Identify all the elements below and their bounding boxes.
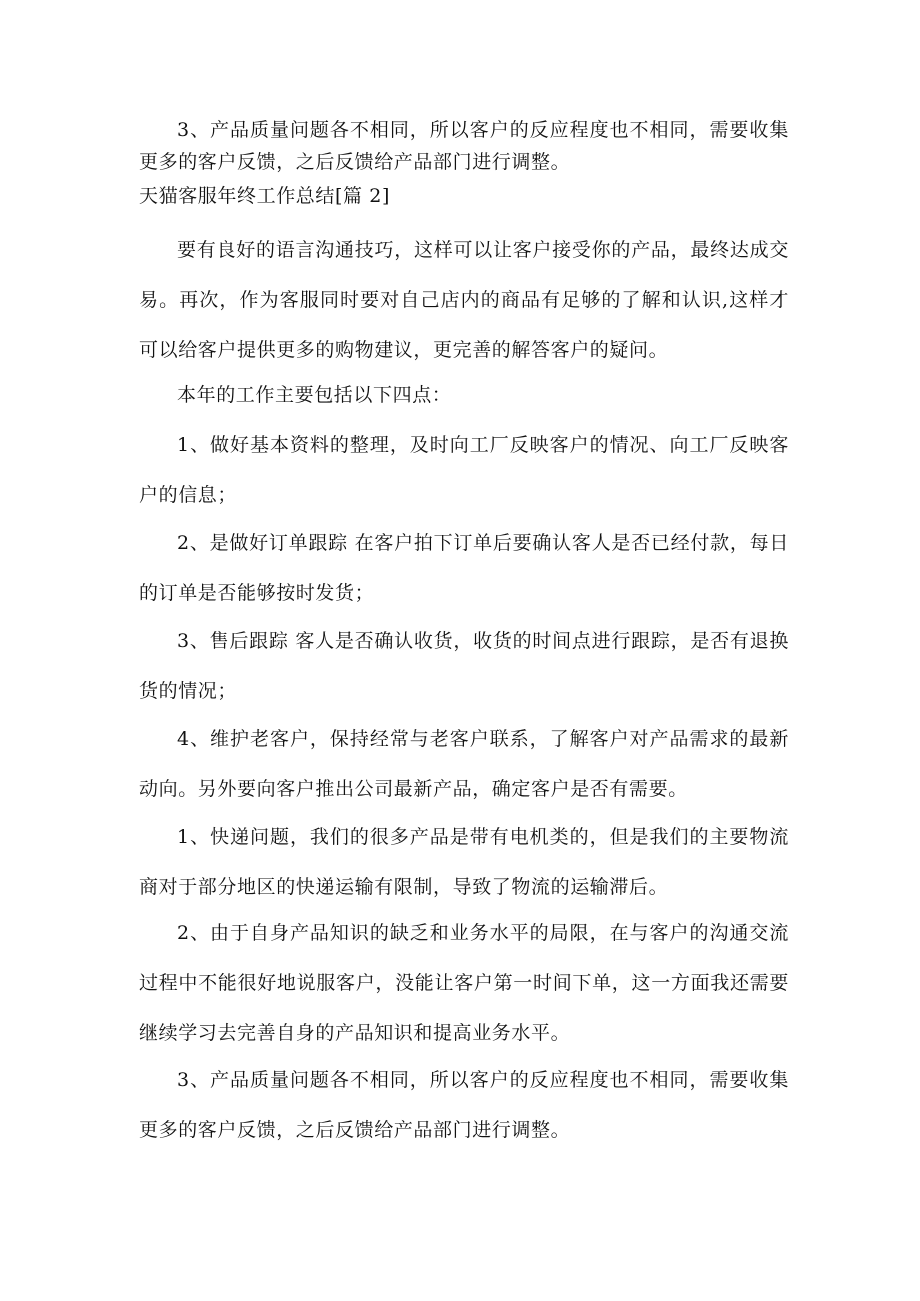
paragraph-quality-issues-intro: 3、产品质量问题各不相同，所以客户的反应程度也不相同，需要收集更多的客户反馈，之后反馈给产品部门进行调整。	[139, 119, 789, 173]
section-heading: 天猫客服年终工作总结[篇 2]	[139, 185, 390, 207]
paragraph-four-points-intro: 本年的工作主要包括以下四点：	[177, 384, 452, 406]
paragraph-point-3: 3、售后跟踪 客人是否确认收货，收货的时间点进行跟踪，是否有退换货的情况；	[139, 630, 789, 702]
paragraph-problem-1: 1、快递问题，我们的很多产品是带有电机类的，但是我们的主要物流商对于部分地区的快递运输有限制，导致了物流的运输滞后。	[139, 826, 789, 898]
paragraph-communication-skills: 要有良好的语言沟通技巧，这样可以让客户接受你的产品，最终达成交易。再次，作为客服同时要对自己店内的商品有足够的了解和认识,这样才可以给客户提供更多的购物建议，更完善的解答客户的疑问。	[139, 239, 789, 361]
paragraph-problem-3: 3、产品质量问题各不相同，所以客户的反应程度也不相同，需要收集更多的客户反馈，之后反馈给产品部门进行调整。	[139, 1069, 789, 1141]
paragraph-problem-2: 2、由于自身产品知识的缺乏和业务水平的局限，在与客户的沟通交流过程中不能很好地说服客户，没能让客户第一时间下单，这一方面我还需要继续学习去完善自身的产品知识和提高业务水平。	[139, 922, 789, 1044]
paragraph-point-2: 2、是做好订单跟踪 在客户拍下订单后要确认客人是否已经付款，每日的订单是否能够按时发货；	[139, 532, 789, 604]
paragraph-point-4: 4、维护老客户，保持经常与老客户联系，了解客户对产品需求的最新动向。另外要向客户推出公司最新产品，确定客户是否有需要。	[139, 728, 789, 800]
paragraph-point-1: 1、做好基本资料的整理，及时向工厂反映客户的情况、向工厂反映客户的信息；	[139, 434, 789, 506]
